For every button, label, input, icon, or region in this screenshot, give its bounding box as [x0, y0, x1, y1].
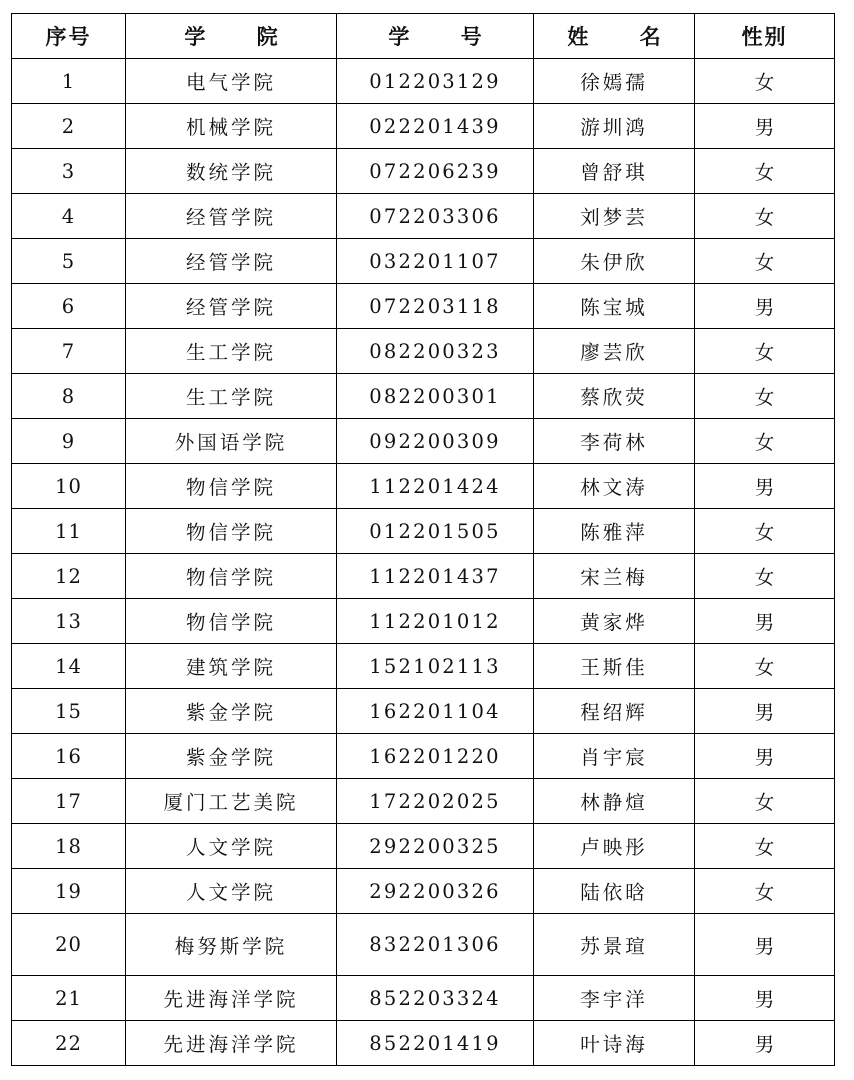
cell-name: 徐嫣孺 [534, 59, 695, 104]
cell-seq: 13 [12, 599, 126, 644]
header-college: 学 院 [126, 14, 337, 59]
cell-gender: 男 [695, 734, 835, 779]
cell-student-id: 162201220 [337, 734, 534, 779]
cell-seq: 18 [12, 824, 126, 869]
cell-college: 人文学院 [126, 869, 337, 914]
cell-seq: 8 [12, 374, 126, 419]
cell-seq: 2 [12, 104, 126, 149]
cell-gender: 女 [695, 59, 835, 104]
cell-gender: 女 [695, 329, 835, 374]
cell-name: 苏景瑄 [534, 914, 695, 976]
table-row [12, 59, 835, 104]
cell-college: 紫金学院 [126, 734, 337, 779]
cell-gender: 女 [695, 554, 835, 599]
cell-seq: 1 [12, 59, 126, 104]
cell-seq: 16 [12, 734, 126, 779]
cell-college: 生工学院 [126, 329, 337, 374]
cell-college: 先进海洋学院 [126, 976, 337, 1021]
cell-college: 物信学院 [126, 599, 337, 644]
cell-student-id: 112201437 [337, 554, 534, 599]
cell-college: 物信学院 [126, 509, 337, 554]
cell-student-id: 082200301 [337, 374, 534, 419]
cell-college: 梅努斯学院 [126, 914, 337, 976]
header-student-id: 学 号 [337, 14, 534, 59]
cell-name: 蔡欣荧 [534, 374, 695, 419]
header-row [12, 14, 835, 59]
student-list-document [11, 13, 834, 1066]
header-seq: 序号 [12, 14, 126, 59]
table-row [12, 1021, 835, 1066]
cell-college: 经管学院 [126, 284, 337, 329]
cell-student-id: 022201439 [337, 104, 534, 149]
cell-student-id: 012203129 [337, 59, 534, 104]
cell-student-id: 082200323 [337, 329, 534, 374]
table-row [12, 464, 835, 509]
cell-name: 黄家烨 [534, 599, 695, 644]
table-row [12, 869, 835, 914]
cell-gender: 女 [695, 239, 835, 284]
cell-college: 厦门工艺美院 [126, 779, 337, 824]
cell-seq: 17 [12, 779, 126, 824]
cell-seq: 4 [12, 194, 126, 239]
cell-college: 经管学院 [126, 194, 337, 239]
cell-name: 叶诗海 [534, 1021, 695, 1066]
cell-seq: 11 [12, 509, 126, 554]
cell-gender: 女 [695, 149, 835, 194]
cell-gender: 女 [695, 824, 835, 869]
cell-name: 林静煊 [534, 779, 695, 824]
cell-name: 李宇洋 [534, 976, 695, 1021]
header-name: 姓 名 [534, 14, 695, 59]
cell-seq: 22 [12, 1021, 126, 1066]
cell-college: 建筑学院 [126, 644, 337, 689]
cell-gender: 男 [695, 599, 835, 644]
table-row [12, 284, 835, 329]
cell-college: 外国语学院 [126, 419, 337, 464]
table-row [12, 644, 835, 689]
cell-gender: 女 [695, 419, 835, 464]
cell-student-id: 852201419 [337, 1021, 534, 1066]
cell-student-id: 092200309 [337, 419, 534, 464]
cell-gender: 男 [695, 976, 835, 1021]
table-row [12, 599, 835, 644]
cell-gender: 女 [695, 779, 835, 824]
cell-student-id: 072203118 [337, 284, 534, 329]
cell-college: 先进海洋学院 [126, 1021, 337, 1066]
table-row [12, 734, 835, 779]
cell-name: 宋兰梅 [534, 554, 695, 599]
cell-seq: 3 [12, 149, 126, 194]
table-body [12, 59, 835, 1066]
cell-seq: 19 [12, 869, 126, 914]
cell-gender: 女 [695, 869, 835, 914]
cell-gender: 男 [695, 464, 835, 509]
cell-student-id: 162201104 [337, 689, 534, 734]
cell-seq: 7 [12, 329, 126, 374]
cell-college: 物信学院 [126, 554, 337, 599]
cell-name: 刘梦芸 [534, 194, 695, 239]
table-row [12, 779, 835, 824]
cell-college: 经管学院 [126, 239, 337, 284]
cell-name: 程绍辉 [534, 689, 695, 734]
table-row [12, 509, 835, 554]
cell-seq: 14 [12, 644, 126, 689]
cell-seq: 15 [12, 689, 126, 734]
table-row [12, 689, 835, 734]
table-row [12, 914, 835, 976]
cell-name: 卢映彤 [534, 824, 695, 869]
cell-name: 游圳鸿 [534, 104, 695, 149]
cell-name: 王斯佳 [534, 644, 695, 689]
cell-college: 机械学院 [126, 104, 337, 149]
cell-student-id: 012201505 [337, 509, 534, 554]
table-row [12, 194, 835, 239]
cell-college: 数统学院 [126, 149, 337, 194]
cell-name: 陆依晗 [534, 869, 695, 914]
cell-gender: 男 [695, 689, 835, 734]
cell-seq: 12 [12, 554, 126, 599]
table-row [12, 374, 835, 419]
table-row [12, 239, 835, 284]
cell-gender: 男 [695, 104, 835, 149]
cell-name: 廖芸欣 [534, 329, 695, 374]
cell-student-id: 292200325 [337, 824, 534, 869]
cell-gender: 女 [695, 644, 835, 689]
cell-student-id: 072203306 [337, 194, 534, 239]
cell-seq: 20 [12, 914, 126, 976]
cell-seq: 10 [12, 464, 126, 509]
cell-student-id: 112201424 [337, 464, 534, 509]
table-row [12, 976, 835, 1021]
cell-gender: 男 [695, 284, 835, 329]
cell-college: 人文学院 [126, 824, 337, 869]
cell-gender: 男 [695, 1021, 835, 1066]
cell-student-id: 292200326 [337, 869, 534, 914]
cell-student-id: 032201107 [337, 239, 534, 284]
table-row [12, 149, 835, 194]
cell-seq: 6 [12, 284, 126, 329]
cell-name: 林文涛 [534, 464, 695, 509]
cell-college: 紫金学院 [126, 689, 337, 734]
cell-name: 陈雅萍 [534, 509, 695, 554]
cell-student-id: 852203324 [337, 976, 534, 1021]
header-gender: 性别 [695, 14, 835, 59]
cell-name: 李荷林 [534, 419, 695, 464]
table-row [12, 104, 835, 149]
cell-student-id: 112201012 [337, 599, 534, 644]
table-row [12, 329, 835, 374]
cell-student-id: 172202025 [337, 779, 534, 824]
cell-gender: 女 [695, 374, 835, 419]
cell-name: 曾舒琪 [534, 149, 695, 194]
cell-seq: 5 [12, 239, 126, 284]
cell-student-id: 152102113 [337, 644, 534, 689]
cell-gender: 女 [695, 509, 835, 554]
cell-name: 陈宝城 [534, 284, 695, 329]
cell-gender: 女 [695, 194, 835, 239]
cell-college: 电气学院 [126, 59, 337, 104]
cell-student-id: 072206239 [337, 149, 534, 194]
cell-name: 肖宇宸 [534, 734, 695, 779]
cell-seq: 21 [12, 976, 126, 1021]
table-row [12, 554, 835, 599]
cell-college: 生工学院 [126, 374, 337, 419]
table-row [12, 419, 835, 464]
table-row [12, 824, 835, 869]
cell-name: 朱伊欣 [534, 239, 695, 284]
student-table [11, 13, 835, 1066]
cell-seq: 9 [12, 419, 126, 464]
cell-college: 物信学院 [126, 464, 337, 509]
cell-student-id: 832201306 [337, 914, 534, 976]
cell-gender: 男 [695, 914, 835, 976]
